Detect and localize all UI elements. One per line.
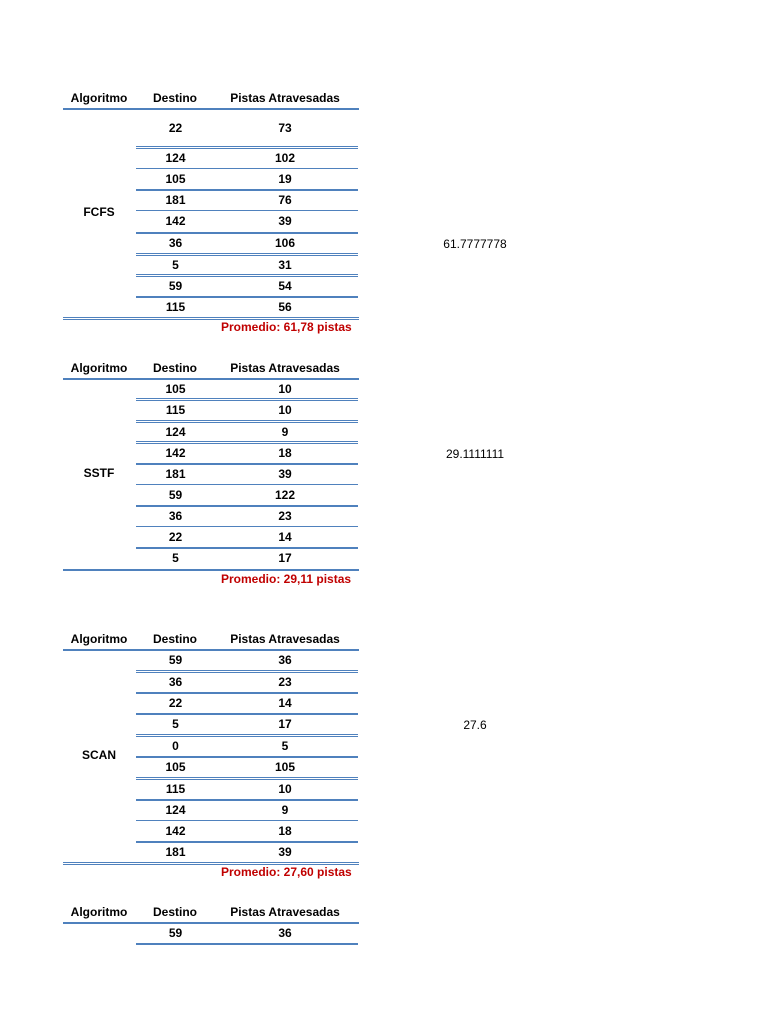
- table-header: [63, 88, 359, 108]
- tracks-cell: 10: [278, 403, 292, 417]
- tracks-cell: 56: [278, 300, 292, 314]
- destination-cell: 124: [165, 803, 186, 817]
- algorithm-name: FCFS: [83, 205, 115, 219]
- table-row: [136, 276, 358, 296]
- table-row: [136, 190, 358, 210]
- destination-cell: 36: [168, 236, 183, 250]
- tracks-cell: 31: [278, 258, 292, 272]
- tracks-cell: 36: [278, 926, 292, 940]
- destination-cell: 36: [168, 675, 183, 689]
- average-label: Promedio: 61,78 pistas: [221, 320, 352, 334]
- table-row: [136, 821, 358, 841]
- header-destination: Destino: [152, 361, 197, 375]
- table-header: [63, 902, 359, 922]
- table-row: [136, 650, 358, 670]
- destination-cell: 115: [165, 300, 186, 314]
- tracks-cell: 39: [278, 845, 292, 859]
- table-header: [63, 629, 359, 649]
- tracks-cell: 17: [278, 717, 292, 731]
- destination-cell: 59: [168, 279, 183, 293]
- tracks-cell: 76: [278, 193, 292, 207]
- tracks-cell: 105: [274, 760, 296, 774]
- table-row: [136, 297, 358, 317]
- header-algorithm: Algoritmo: [70, 632, 128, 646]
- header-algorithm: Algoritmo: [70, 361, 128, 375]
- destination-cell: 59: [168, 926, 183, 940]
- table-row: [136, 110, 358, 146]
- destination-cell: 181: [165, 193, 186, 207]
- destination-cell: 5: [172, 258, 179, 272]
- tracks-cell: 17: [278, 551, 292, 565]
- tracks-cell: 106: [274, 236, 296, 250]
- tracks-cell: 36: [278, 653, 292, 667]
- sstf-table: [0, 358, 768, 588]
- table-row: [136, 400, 358, 420]
- tracks-cell: 10: [278, 382, 292, 396]
- header-algorithm: Algoritmo: [70, 905, 128, 919]
- algorithm-name: SCAN: [81, 748, 116, 762]
- destination-cell: 181: [165, 845, 186, 859]
- table-row: [136, 379, 358, 399]
- header-destination: Destino: [152, 632, 197, 646]
- destination-cell: 22: [168, 696, 183, 710]
- tracks-cell: 23: [278, 675, 292, 689]
- tracks-cell: 10: [278, 782, 292, 796]
- tracks-cell: 73: [278, 121, 292, 135]
- table-bottom-rule: [63, 569, 359, 571]
- destination-cell: 142: [165, 446, 186, 460]
- table-header: [63, 358, 359, 378]
- destination-cell: 142: [165, 824, 186, 838]
- header-tracks: Pistas Atravesadas: [230, 905, 340, 919]
- tracks-cell: 18: [278, 824, 292, 838]
- header-destination: Destino: [152, 91, 197, 105]
- table-row: [136, 842, 358, 862]
- fcfs-table: [0, 88, 768, 338]
- destination-cell: 115: [165, 782, 186, 796]
- table-row: [136, 464, 358, 484]
- table-row: [136, 693, 358, 713]
- table-row: [136, 714, 358, 734]
- tracks-cell: 54: [278, 279, 292, 293]
- destination-cell: 59: [168, 653, 183, 667]
- table-row: [136, 255, 358, 275]
- destination-cell: 124: [165, 425, 186, 439]
- destination-cell: 105: [165, 382, 186, 396]
- average-label: Promedio: 27,60 pistas: [221, 865, 352, 879]
- table-row: [136, 736, 358, 756]
- row-rule: [136, 943, 358, 945]
- table-row: [136, 422, 358, 442]
- algorithm-name: SSTF: [83, 466, 115, 480]
- table-row: [136, 148, 358, 168]
- table-row: [136, 485, 358, 505]
- tracks-cell: 39: [278, 467, 292, 481]
- tracks-cell: 23: [278, 509, 292, 523]
- average-label: Promedio: 29,11 pistas: [221, 572, 352, 586]
- tracks-cell: 9: [281, 425, 289, 439]
- table-row: [136, 757, 358, 777]
- destination-cell: 115: [165, 403, 186, 417]
- destination-cell: 59: [168, 488, 183, 502]
- header-tracks: Pistas Atravesadas: [230, 632, 340, 646]
- tracks-cell: 9: [281, 803, 289, 817]
- tracks-cell: 14: [278, 530, 292, 544]
- tracks-cell: 14: [278, 696, 292, 710]
- average-value: 27.6: [463, 718, 487, 732]
- tracks-cell: 5: [281, 739, 289, 753]
- average-value: 29.1111111: [445, 447, 505, 461]
- destination-cell: 5: [172, 551, 179, 565]
- average-value: 61.7777778: [443, 237, 507, 251]
- tracks-cell: 122: [274, 488, 296, 502]
- table-row: [136, 800, 358, 820]
- header-destination: Destino: [152, 905, 197, 919]
- destination-cell: 105: [165, 760, 186, 774]
- destination-cell: 142: [165, 214, 186, 228]
- table-row: [136, 169, 358, 189]
- destination-cell: 22: [168, 530, 183, 544]
- fourth-table: [0, 902, 768, 952]
- destination-cell: 181: [165, 467, 186, 481]
- header-algorithm: Algoritmo: [70, 91, 128, 105]
- table-row: [136, 779, 358, 799]
- table-row: [136, 548, 358, 568]
- table-row: [136, 233, 358, 253]
- tracks-cell: 18: [278, 446, 292, 460]
- destination-cell: 22: [168, 121, 183, 135]
- table-row: [136, 443, 358, 463]
- scan-table: [0, 629, 768, 879]
- table-row: [136, 211, 358, 231]
- destination-cell: 0: [172, 739, 179, 753]
- table-row: [136, 527, 358, 547]
- tracks-cell: 102: [274, 151, 296, 165]
- table-row: [136, 672, 358, 692]
- destination-cell: 5: [172, 717, 179, 731]
- header-tracks: Pistas Atravesadas: [230, 361, 340, 375]
- destination-cell: 105: [165, 172, 186, 186]
- destination-cell: 124: [165, 151, 186, 165]
- destination-cell: 36: [168, 509, 183, 523]
- tracks-cell: 19: [278, 172, 292, 186]
- header-tracks: Pistas Atravesadas: [230, 91, 340, 105]
- tracks-cell: 39: [278, 214, 292, 228]
- table-row: [136, 923, 358, 943]
- table-row: [136, 506, 358, 526]
